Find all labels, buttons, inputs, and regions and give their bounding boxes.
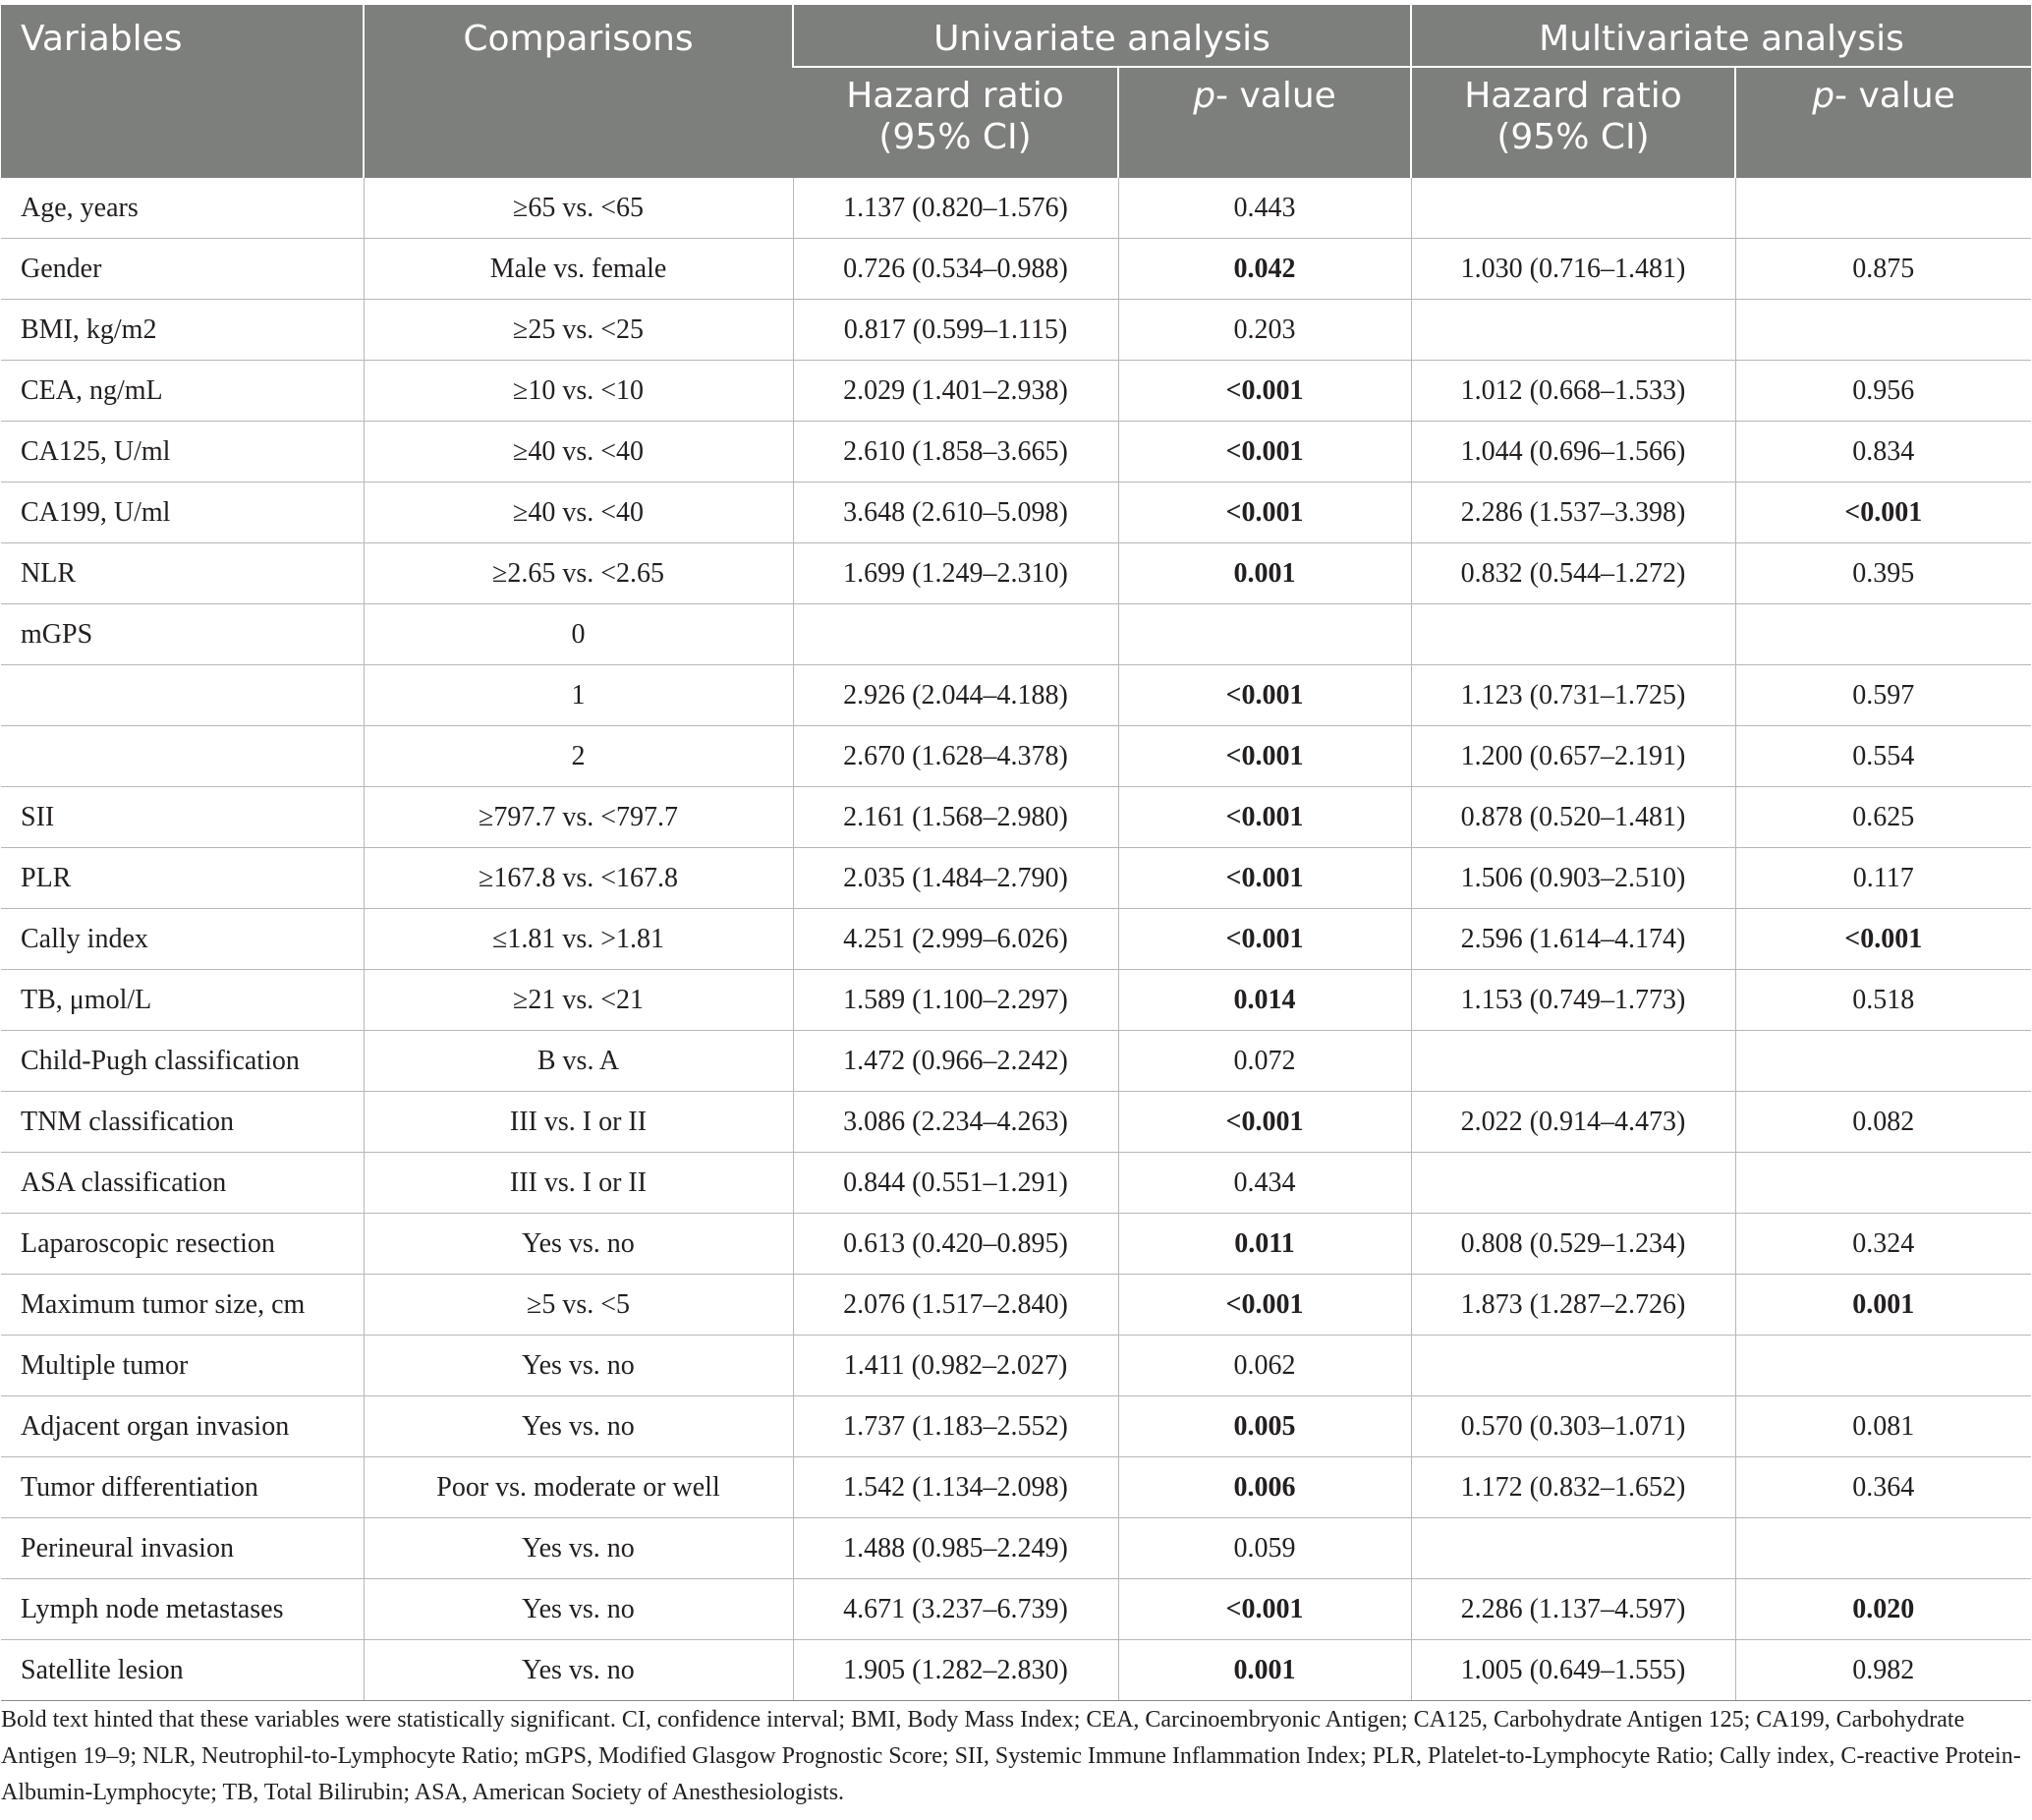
cell-univariate-hazard-ratio: 4.251 (2.999–6.026) xyxy=(793,909,1118,970)
cell-univariate-hazard-ratio: 2.035 (1.484–2.790) xyxy=(793,848,1118,909)
cell-multivariate-hazard-ratio: 0.808 (0.529–1.234) xyxy=(1411,1214,1735,1275)
hazard-ratio-label: Hazard ratio xyxy=(1464,76,1682,116)
header-multi-hazard-ratio xyxy=(1411,67,1735,178)
cell-variable: TNM classification xyxy=(1,1092,364,1153)
cell-multivariate-p-value: 0.554 xyxy=(1735,726,2031,787)
cell-univariate-p-value: 0.001 xyxy=(1118,543,1411,604)
cell-variable: SII xyxy=(1,787,364,848)
cell-univariate-hazard-ratio: 1.589 (1.100–2.297) xyxy=(793,970,1118,1031)
ci-label: (95% CI) xyxy=(1496,117,1650,157)
table-row xyxy=(1,300,2031,361)
cell-comparison: Yes vs. no xyxy=(364,1518,793,1579)
cell-comparison: Male vs. female xyxy=(364,239,793,300)
cell-univariate-hazard-ratio: 1.488 (0.985–2.249) xyxy=(793,1518,1118,1579)
cell-comparison: ≥797.7 vs. <797.7 xyxy=(364,787,793,848)
table-row xyxy=(1,604,2031,665)
table-row xyxy=(1,1640,2031,1701)
table-row xyxy=(1,1336,2031,1396)
cell-univariate-hazard-ratio: 3.648 (2.610–5.098) xyxy=(793,483,1118,543)
cell-variable: mGPS xyxy=(1,604,364,665)
cell-multivariate-hazard-ratio: 1.123 (0.731–1.725) xyxy=(1411,665,1735,726)
cell-comparison: ≥5 vs. <5 xyxy=(364,1275,793,1336)
cell-multivariate-hazard-ratio: 1.153 (0.749–1.773) xyxy=(1411,970,1735,1031)
cell-multivariate-p-value: 0.117 xyxy=(1735,848,2031,909)
table-row xyxy=(1,1457,2031,1518)
cell-comparison: ≥10 vs. <10 xyxy=(364,361,793,422)
cell-univariate-hazard-ratio: 1.905 (1.282–2.830) xyxy=(793,1640,1118,1701)
cell-comparison: Yes vs. no xyxy=(364,1640,793,1701)
cell-variable xyxy=(1,665,364,726)
cell-univariate-p-value: 0.014 xyxy=(1118,970,1411,1031)
cell-multivariate-hazard-ratio: 1.506 (0.903–2.510) xyxy=(1411,848,1735,909)
hazard-ratio-label: Hazard ratio xyxy=(846,76,1064,116)
cell-univariate-p-value: <0.001 xyxy=(1118,361,1411,422)
cell-univariate-hazard-ratio: 2.670 (1.628–4.378) xyxy=(793,726,1118,787)
cell-comparison: Yes vs. no xyxy=(364,1214,793,1275)
cell-univariate-p-value: <0.001 xyxy=(1118,1092,1411,1153)
cell-multivariate-hazard-ratio: 2.596 (1.614–4.174) xyxy=(1411,909,1735,970)
cell-univariate-p-value: <0.001 xyxy=(1118,1579,1411,1640)
cell-multivariate-hazard-ratio: 0.570 (0.303–1.071) xyxy=(1411,1396,1735,1457)
cell-multivariate-p-value: 0.364 xyxy=(1735,1457,2031,1518)
header-comparisons: Comparisons xyxy=(364,5,793,178)
ci-label: (95% CI) xyxy=(878,117,1032,157)
cell-comparison: Yes vs. no xyxy=(364,1579,793,1640)
cell-univariate-hazard-ratio: 0.613 (0.420–0.895) xyxy=(793,1214,1118,1275)
cell-comparison: III vs. I or II xyxy=(364,1153,793,1214)
cell-multivariate-hazard-ratio xyxy=(1411,604,1735,665)
cell-multivariate-p-value: 0.324 xyxy=(1735,1214,2031,1275)
table-footnote: Bold text hinted that these variables were statistically significant. CI, confidence interval; BMI, Body Mass Index; CEA, Carcinoembryonic Antigen; CA125, Carbohydrate Antigen 125; CA199, Carbohydrate Antigen 19–9; NLR, Neutrophil-to-Lymphocyte Ratio; mGPS, Modified Glasgow Prognostic Score; SII, Systemic Immune Inflammation Index; PLR, Platelet-to-Lymphocyte Ratio; Cally index, C-reactive Protein-Albumin-Lymphocyte; TB, Total Bilirubin; ASA, American Society of Anesthesiologists. xyxy=(1,1707,2021,1805)
cell-univariate-hazard-ratio: 4.671 (3.237–6.739) xyxy=(793,1579,1118,1640)
cell-univariate-p-value: 0.005 xyxy=(1118,1396,1411,1457)
cell-univariate-hazard-ratio: 1.542 (1.134–2.098) xyxy=(793,1457,1118,1518)
cell-variable: Multiple tumor xyxy=(1,1336,364,1396)
cell-comparison: Yes vs. no xyxy=(364,1336,793,1396)
cell-univariate-p-value: <0.001 xyxy=(1118,1275,1411,1336)
cell-variable: CA199, U/ml xyxy=(1,483,364,543)
cell-comparison: III vs. I or II xyxy=(364,1092,793,1153)
cell-multivariate-p-value xyxy=(1735,1336,2031,1396)
cell-multivariate-p-value: <0.001 xyxy=(1735,909,2031,970)
cell-comparison: Poor vs. moderate or well xyxy=(364,1457,793,1518)
p-value-label: - value xyxy=(1834,76,1955,116)
cell-comparison: 2 xyxy=(364,726,793,787)
cell-comparison: ≥25 vs. <25 xyxy=(364,300,793,361)
table-row xyxy=(1,1214,2031,1275)
cell-variable: Gender xyxy=(1,239,364,300)
cell-univariate-p-value: 0.059 xyxy=(1118,1518,1411,1579)
cell-univariate-hazard-ratio: 0.844 (0.551–1.291) xyxy=(793,1153,1118,1214)
cell-variable: CA125, U/ml xyxy=(1,422,364,483)
cell-univariate-p-value: 0.062 xyxy=(1118,1336,1411,1396)
cell-variable: PLR xyxy=(1,848,364,909)
cell-univariate-p-value: 0.434 xyxy=(1118,1153,1411,1214)
cell-multivariate-hazard-ratio: 0.832 (0.544–1.272) xyxy=(1411,543,1735,604)
cell-univariate-p-value: <0.001 xyxy=(1118,787,1411,848)
cell-multivariate-hazard-ratio: 1.012 (0.668–1.533) xyxy=(1411,361,1735,422)
table-row xyxy=(1,665,2031,726)
cell-variable: Age, years xyxy=(1,178,364,239)
table-header xyxy=(1,5,2031,178)
cell-comparison: ≥167.8 vs. <167.8 xyxy=(364,848,793,909)
cell-multivariate-hazard-ratio: 2.286 (1.537–3.398) xyxy=(1411,483,1735,543)
cell-comparison: ≥40 vs. <40 xyxy=(364,483,793,543)
table-row xyxy=(1,1275,2031,1336)
p-value-label: - value xyxy=(1215,76,1336,116)
cell-multivariate-hazard-ratio xyxy=(1411,1031,1735,1092)
table-row xyxy=(1,726,2031,787)
table-row xyxy=(1,970,2031,1031)
cell-comparison: B vs. A xyxy=(364,1031,793,1092)
cell-univariate-hazard-ratio: 0.726 (0.534–0.988) xyxy=(793,239,1118,300)
cell-multivariate-hazard-ratio: 1.873 (1.287–2.726) xyxy=(1411,1275,1735,1336)
cell-multivariate-hazard-ratio: 0.878 (0.520–1.481) xyxy=(1411,787,1735,848)
cell-variable: Perineural invasion xyxy=(1,1518,364,1579)
cell-univariate-hazard-ratio: 1.472 (0.966–2.242) xyxy=(793,1031,1118,1092)
cell-multivariate-p-value: 0.020 xyxy=(1735,1579,2031,1640)
table-row xyxy=(1,1518,2031,1579)
p-italic: p xyxy=(1193,76,1216,116)
cell-univariate-p-value: <0.001 xyxy=(1118,848,1411,909)
cell-univariate-p-value: 0.001 xyxy=(1118,1640,1411,1701)
cell-multivariate-p-value: 0.597 xyxy=(1735,665,2031,726)
cell-variable: Child-Pugh classification xyxy=(1,1031,364,1092)
cell-univariate-p-value: 0.042 xyxy=(1118,239,1411,300)
cell-univariate-p-value: <0.001 xyxy=(1118,726,1411,787)
cell-univariate-p-value: 0.006 xyxy=(1118,1457,1411,1518)
cell-univariate-hazard-ratio: 1.699 (1.249–2.310) xyxy=(793,543,1118,604)
cell-univariate-p-value: <0.001 xyxy=(1118,665,1411,726)
table-row xyxy=(1,1153,2031,1214)
cell-comparison: ≥2.65 vs. <2.65 xyxy=(364,543,793,604)
table-body xyxy=(1,178,2031,1701)
cell-univariate-hazard-ratio: 2.926 (2.044–4.188) xyxy=(793,665,1118,726)
header-univariate: Univariate analysis xyxy=(793,5,1411,67)
table-row xyxy=(1,909,2031,970)
cell-univariate-hazard-ratio: 1.737 (1.183–2.552) xyxy=(793,1396,1118,1457)
cell-multivariate-p-value xyxy=(1735,604,2031,665)
cell-variable: CEA, ng/mL xyxy=(1,361,364,422)
cell-univariate-hazard-ratio: 2.076 (1.517–2.840) xyxy=(793,1275,1118,1336)
cell-variable xyxy=(1,726,364,787)
cell-multivariate-hazard-ratio: 1.030 (0.716–1.481) xyxy=(1411,239,1735,300)
cell-univariate-p-value xyxy=(1118,604,1411,665)
cell-variable: Cally index xyxy=(1,909,364,970)
cell-variable: Adjacent organ invasion xyxy=(1,1396,364,1457)
cell-univariate-hazard-ratio xyxy=(793,604,1118,665)
cell-comparison: Yes vs. no xyxy=(364,1396,793,1457)
cell-comparison: 0 xyxy=(364,604,793,665)
cell-multivariate-p-value xyxy=(1735,1153,2031,1214)
cell-variable: NLR xyxy=(1,543,364,604)
cell-multivariate-hazard-ratio: 1.172 (0.832–1.652) xyxy=(1411,1457,1735,1518)
cell-multivariate-p-value: 0.875 xyxy=(1735,239,2031,300)
cell-multivariate-p-value: 0.956 xyxy=(1735,361,2031,422)
cell-multivariate-p-value: 0.625 xyxy=(1735,787,2031,848)
cell-variable: BMI, kg/m2 xyxy=(1,300,364,361)
p-italic: p xyxy=(1812,76,1835,116)
cell-variable: Laparoscopic resection xyxy=(1,1214,364,1275)
cell-univariate-hazard-ratio: 2.161 (1.568–2.980) xyxy=(793,787,1118,848)
cell-multivariate-p-value: 0.982 xyxy=(1735,1640,2031,1701)
table-row xyxy=(1,1579,2031,1640)
results-table xyxy=(1,5,2031,1701)
header-uni-p-value xyxy=(1118,67,1411,178)
table-row xyxy=(1,1396,2031,1457)
cell-multivariate-hazard-ratio xyxy=(1411,1153,1735,1214)
table-row xyxy=(1,483,2031,543)
header-multivariate: Multivariate analysis xyxy=(1411,5,2031,67)
table-row xyxy=(1,543,2031,604)
cell-univariate-p-value: 0.072 xyxy=(1118,1031,1411,1092)
table-row xyxy=(1,848,2031,909)
cell-comparison: ≤1.81 vs. >1.81 xyxy=(364,909,793,970)
cell-univariate-p-value: <0.001 xyxy=(1118,483,1411,543)
cell-variable: Lymph node metastases xyxy=(1,1579,364,1640)
header-multi-p-value xyxy=(1735,67,2031,178)
cell-variable: TB, μmol/L xyxy=(1,970,364,1031)
cell-multivariate-hazard-ratio xyxy=(1411,1518,1735,1579)
cell-multivariate-p-value: <0.001 xyxy=(1735,483,2031,543)
cell-univariate-hazard-ratio: 1.411 (0.982–2.027) xyxy=(793,1336,1118,1396)
cell-univariate-hazard-ratio: 2.029 (1.401–2.938) xyxy=(793,361,1118,422)
cell-univariate-hazard-ratio: 1.137 (0.820–1.576) xyxy=(793,178,1118,239)
cell-variable: ASA classification xyxy=(1,1153,364,1214)
cell-comparison: 1 xyxy=(364,665,793,726)
table-row xyxy=(1,239,2031,300)
cell-comparison: ≥40 vs. <40 xyxy=(364,422,793,483)
cell-univariate-hazard-ratio: 2.610 (1.858–3.665) xyxy=(793,422,1118,483)
cell-variable: Satellite lesion xyxy=(1,1640,364,1701)
cell-multivariate-hazard-ratio: 2.022 (0.914–4.473) xyxy=(1411,1092,1735,1153)
cell-multivariate-p-value xyxy=(1735,300,2031,361)
cell-multivariate-p-value: 0.834 xyxy=(1735,422,2031,483)
table-row xyxy=(1,787,2031,848)
cell-univariate-hazard-ratio: 0.817 (0.599–1.115) xyxy=(793,300,1118,361)
header-variables: Variables xyxy=(1,5,364,178)
cell-univariate-p-value: 0.011 xyxy=(1118,1214,1411,1275)
cell-univariate-p-value: 0.443 xyxy=(1118,178,1411,239)
cell-univariate-hazard-ratio: 3.086 (2.234–4.263) xyxy=(793,1092,1118,1153)
cell-multivariate-p-value: 0.081 xyxy=(1735,1396,2031,1457)
table-row xyxy=(1,361,2031,422)
cell-univariate-p-value: <0.001 xyxy=(1118,422,1411,483)
table-row xyxy=(1,1031,2031,1092)
cell-multivariate-p-value xyxy=(1735,1031,2031,1092)
cell-comparison: ≥65 vs. <65 xyxy=(364,178,793,239)
cell-variable: Tumor differentiation xyxy=(1,1457,364,1518)
cell-multivariate-p-value xyxy=(1735,178,2031,239)
cell-multivariate-hazard-ratio xyxy=(1411,1336,1735,1396)
cell-multivariate-hazard-ratio: 1.044 (0.696–1.566) xyxy=(1411,422,1735,483)
cell-univariate-p-value: 0.203 xyxy=(1118,300,1411,361)
table-row xyxy=(1,178,2031,239)
cell-multivariate-hazard-ratio xyxy=(1411,178,1735,239)
table-row xyxy=(1,422,2031,483)
cell-multivariate-hazard-ratio: 1.200 (0.657–2.191) xyxy=(1411,726,1735,787)
cell-multivariate-p-value: 0.518 xyxy=(1735,970,2031,1031)
cell-variable: Maximum tumor size, cm xyxy=(1,1275,364,1336)
cell-multivariate-p-value: 0.082 xyxy=(1735,1092,2031,1153)
cell-multivariate-p-value xyxy=(1735,1518,2031,1579)
table-row xyxy=(1,1092,2031,1153)
header-uni-hazard-ratio xyxy=(793,67,1118,178)
cell-multivariate-hazard-ratio: 2.286 (1.137–4.597) xyxy=(1411,1579,1735,1640)
cell-comparison: ≥21 vs. <21 xyxy=(364,970,793,1031)
cell-multivariate-hazard-ratio: 1.005 (0.649–1.555) xyxy=(1411,1640,1735,1701)
cell-multivariate-p-value: 0.001 xyxy=(1735,1275,2031,1336)
cell-univariate-p-value: <0.001 xyxy=(1118,909,1411,970)
cell-multivariate-p-value: 0.395 xyxy=(1735,543,2031,604)
cell-multivariate-hazard-ratio xyxy=(1411,300,1735,361)
